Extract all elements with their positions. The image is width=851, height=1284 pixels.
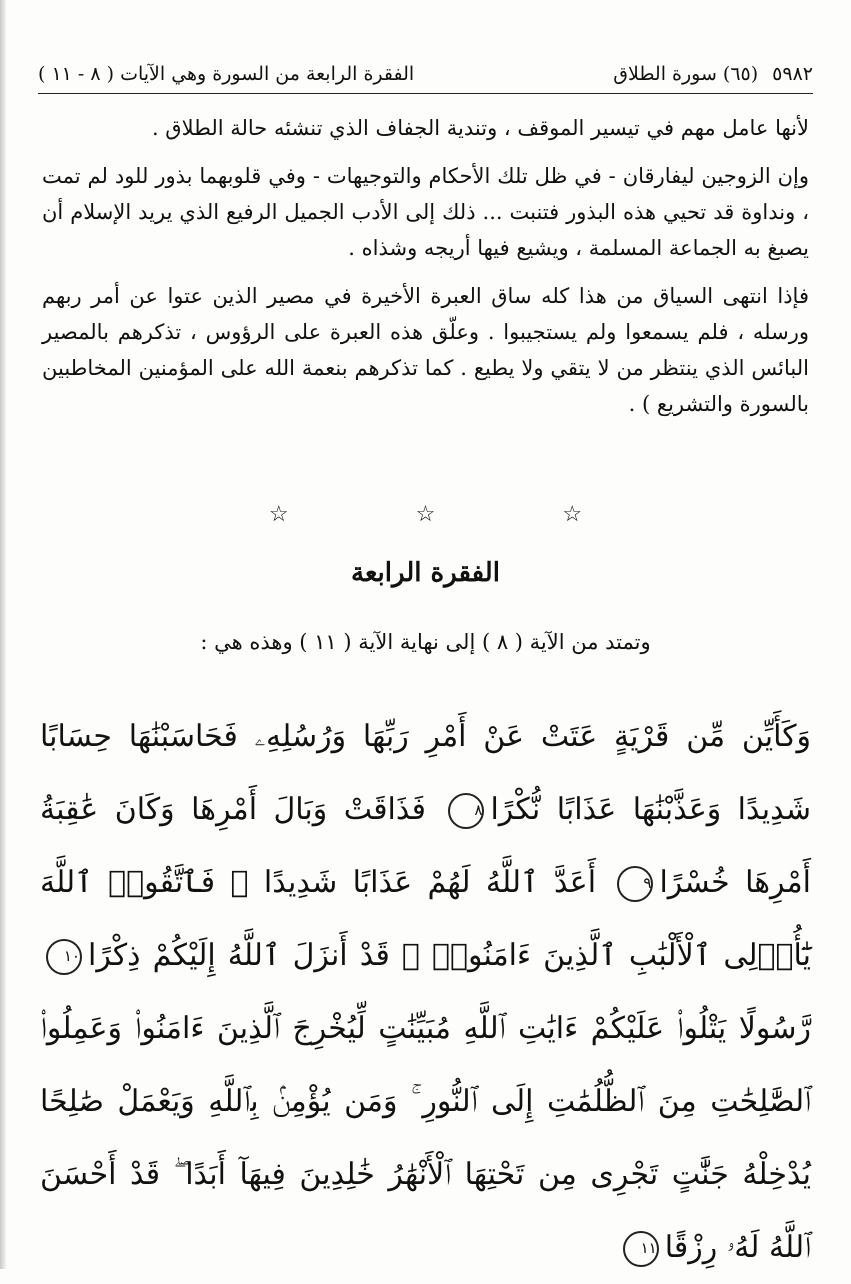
running-header: [38, 58, 813, 90]
ayah-number-marker: ٨: [448, 793, 484, 829]
star-separator: ☆ ☆ ☆: [268, 502, 643, 527]
surah-reference: (٦٥) سورة الطلاق: [613, 63, 759, 85]
ayah-number-marker: ١١: [623, 1231, 659, 1267]
header-right: [613, 63, 813, 85]
verse-text: أَعَدَّ ٱللَّهُ لَهُمْ عَذَابًا شَدِيدًا ۖ فَٱتَّقُوا۟ ٱللَّهَ يَٰٓأُو۟لِى ٱلْأَلْبَٰبِ ٱلَّذِينَ ءَامَنُوا۟ ۚ قَدْ أَنزَلَ ٱللَّهُ إِلَيْكُمْ ذِكْرًا: [40, 865, 811, 973]
section-intro: وتمتد من الآية ( ٨ ) إلى نهاية الآية ( ١١ ) وهذه هي :: [200, 630, 651, 654]
commentary-text: [42, 110, 809, 434]
paragraph: فإذا انتهى السياق من هذا كله ساق العبرة الأخيرة في مصير الذين عتوا عن أمر ربهم ورسله ، فلم يسمعوا ولم يستجيبوا . وعلّق هذه العبرة على الرؤوس ، تذكرهم بالمصير البائس الذي ينتظر من لا يتقي ولا يطيع . كما تذكرهم بنعمة الله على المؤمنين المخاطبين بالسورة والتشريع ) .: [42, 284, 809, 416]
verse-text: فَذَاقَتْ وَبَالَ أَمْرِهَا وَكَانَ عَٰقِبَةُ أَمْرِهَا خُسْرًا: [40, 792, 811, 900]
verse-text: رَّسُولًا يَتْلُوا۟ عَلَيْكُمْ ءَايَٰتِ ٱللَّهِ مُبَيِّنَٰتٍ لِّيُخْرِجَ ٱلَّذِينَ ءَامَنُوا۟ وَعَمِلُوا۟ ٱلصَّٰلِحَٰتِ مِنَ ٱلظُّلُمَٰتِ إِلَى ٱلنُّورِ ۚ وَمَن يُؤْمِنۢ بِٱللَّهِ وَيَعْمَلْ صَٰلِحًا يُدْخِلْهُ جَنَّٰتٍ تَجْرِى مِن تَحْتِهَا ٱلْأَنْهَٰرُ خَٰلِدِينَ فِيهَآ أَبَدًا ۖ قَدْ أَحْسَنَ ٱللَّهُ لَهُۥ رِزْقًا: [40, 1011, 811, 1265]
section-reference: الفقرة الرابعة من السورة وهي الآيات ( ٨ - ١١ ): [38, 63, 415, 85]
ayah-number-marker: ١٠: [46, 939, 82, 975]
paragraph: لأنها عامل مهم في تيسير الموقف ، وتندية الجفاف الذي تنشئه حالة الطلاق .: [151, 116, 809, 140]
verse-text: وَكَأَيِّن مِّن قَرْيَةٍ عَتَتْ عَنْ أَمْرِ رَبِّهَا وَرُسُلِهِۦ فَحَاسَبْنَٰهَا حِسَابًا شَدِيدًا وَعَذَّبْنَٰهَا عَذَابًا نُّكْرًا: [40, 719, 811, 827]
quran-verses: [40, 700, 811, 1284]
paragraph: وإن الزوجين ليفارقان - في ظل تلك الأحكام والتوجيهات - وفي قلوبهما بذور للود لم تمت ، ونداوة قد تحيي هذه البذور فتنبت ... ذلك إلى الأدب الجميل الرفيع الذي يريد الإسلام أن يصبغ به الجماعة المسلمة ، ويشيع فيها أريجه وشذاه .: [42, 164, 809, 260]
section-title: الفقرة الرابعة: [351, 558, 500, 588]
header-rule: [38, 93, 813, 94]
ayah-number-marker: ٩: [617, 866, 653, 902]
page-number: ٥٩٨٢: [772, 63, 813, 85]
